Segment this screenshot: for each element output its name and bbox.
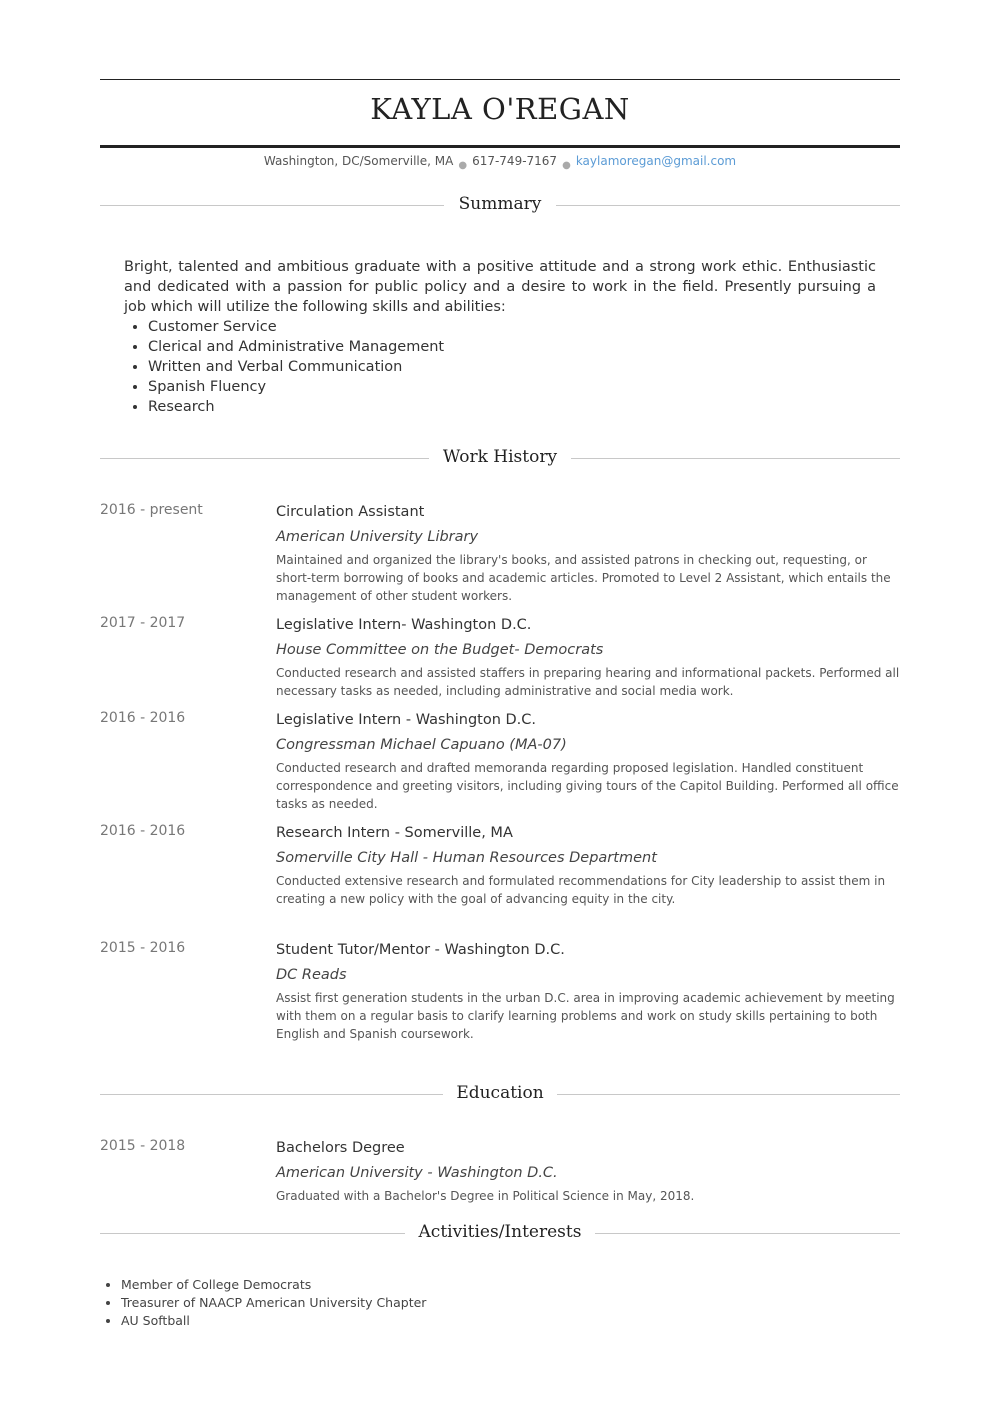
section-title: Activities/Interests xyxy=(418,1222,582,1242)
entry-date: 2015 - 2018 xyxy=(100,1138,186,1154)
entry-organization: Congressman Michael Capuano (MA-07) xyxy=(276,737,567,753)
entry-description: Graduated with a Bachelor's Degree in Political Science in May, 2018. xyxy=(276,1189,695,1203)
summary-block xyxy=(124,257,876,417)
entry-date: 2017 - 2017 xyxy=(100,615,186,631)
section-title: Summary xyxy=(458,194,542,214)
entry-institution: American University - Washington D.C. xyxy=(276,1165,558,1181)
activities-list xyxy=(100,1276,900,1330)
top-divider xyxy=(100,79,900,80)
entry-description: Conducted extensive research and formulated recommendations for City leadership to assist them in creating a new policy with the goal of advancing equity in the city. xyxy=(276,874,886,906)
separator-dot: ● xyxy=(562,160,571,171)
location: Washington, DC/Somerville, MA xyxy=(263,154,454,168)
list-item: • AU Softball xyxy=(121,1312,900,1330)
list-item: • Customer Service xyxy=(148,317,876,337)
entry-role: Student Tutor/Mentor - Washington D.C. xyxy=(276,942,565,958)
activities-block xyxy=(100,1276,900,1330)
section-title: Work History xyxy=(442,447,558,467)
section-title: Education xyxy=(456,1083,544,1103)
phone: 617-749-7167 xyxy=(472,154,558,168)
entry-date: 2016 - present xyxy=(100,502,203,518)
skills-list xyxy=(124,317,876,417)
entry-date: 2016 - 2016 xyxy=(100,710,186,726)
education-heading xyxy=(100,1083,900,1107)
resume-page xyxy=(100,0,900,1410)
contact-line xyxy=(100,154,900,171)
list-item: • Member of College Democrats xyxy=(121,1276,900,1294)
list-item: • Written and Verbal Communication xyxy=(148,357,876,377)
entry-description: Maintained and organized the library's books, and assisted patrons in checking out, requesting, or short-term borrowing of books and academic articles. Promoted to Level 2 Assistant, which entails the management of other student workers. xyxy=(276,553,891,603)
list-item: • Spanish Fluency xyxy=(148,377,876,397)
entry-role: Legislative Intern- Washington D.C. xyxy=(276,617,532,633)
entry-organization: American University Library xyxy=(276,529,479,545)
entry-description: Assist first generation students in the urban D.C. area in improving academic achievement by meeting with them on a regular basis to clarify learning problems and work on study skills pertaining to both English and Spanish coursework. xyxy=(276,991,895,1041)
list-item: • Treasurer of NAACP American University Chapter xyxy=(121,1294,900,1312)
list-item: • Research xyxy=(148,397,876,417)
email-link[interactable]: kaylamoregan@gmail.com xyxy=(575,154,737,168)
candidate-name: KAYLA O'REGAN xyxy=(370,92,630,126)
summary-text: Bright, talented and ambitious graduate with a positive attitude and a strong work ethic. Enthusiastic and dedicated with a passion for public policy and a desire to work in the field. Presently pursuing a job which will utilize the following skills and abilities: xyxy=(124,259,876,315)
work-history-heading xyxy=(100,447,900,471)
entry-date: 2015 - 2016 xyxy=(100,940,186,956)
entry-role: Legislative Intern - Washington D.C. xyxy=(276,712,537,728)
entry-organization: Somerville City Hall - Human Resources Department xyxy=(276,850,657,866)
entry-degree: Bachelors Degree xyxy=(276,1140,405,1156)
activities-heading xyxy=(100,1222,900,1246)
entry-organization: DC Reads xyxy=(276,967,347,983)
name-divider xyxy=(100,145,900,148)
entry-date: 2016 - 2016 xyxy=(100,823,186,839)
entry-role: Circulation Assistant xyxy=(276,504,425,520)
entry-role: Research Intern - Somerville, MA xyxy=(276,825,513,841)
separator-dot: ● xyxy=(458,160,468,171)
list-item: • Clerical and Administrative Management xyxy=(148,337,876,357)
entry-description: Conducted research and assisted staffers in preparing hearing and informational packets. Performed all necessary tasks as needed, including administrative and social media work. xyxy=(276,666,900,698)
entry-description: Conducted research and drafted memoranda regarding proposed legislation. Handled constituent correspondence and greeting visitors, including giving tours of the Capitol Building. Performed all office tasks as needed. xyxy=(276,761,899,811)
summary-heading xyxy=(100,194,900,218)
entry-organization: House Committee on the Budget- Democrats xyxy=(276,642,604,658)
